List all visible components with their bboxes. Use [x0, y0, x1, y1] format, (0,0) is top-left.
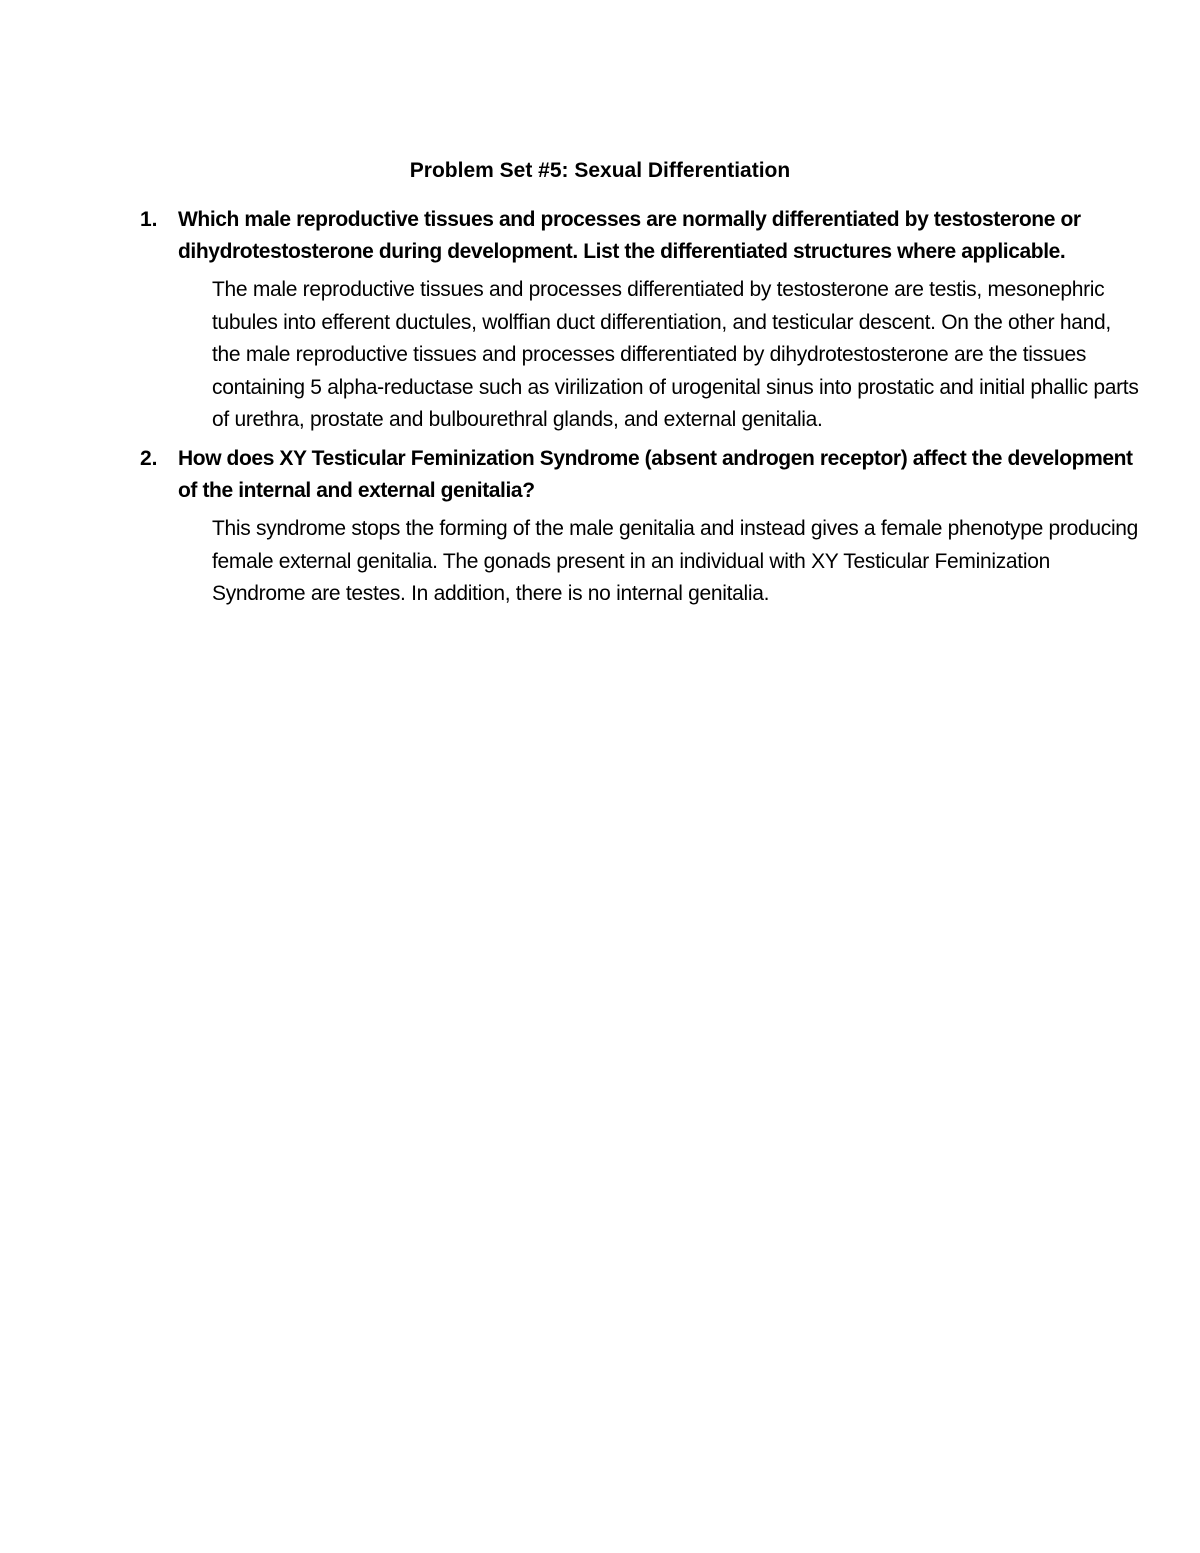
answer-text: This syndrome stops the forming of the male genitalia and instead gives a female phenotype producing female external genitalia. The gonads present in an individual with XY Testicular Feminization Syndrome are testes. In addition, there is no internal genitalia. — [212, 516, 1139, 606]
question-item-2 — [140, 443, 1140, 611]
question-item-1 — [140, 204, 1140, 437]
document-title: Problem Set #5: Sexual Differentiation — [409, 159, 791, 182]
answer-text: The male reproductive tissues and processes differentiated by testosterone are testis, mesonephric tubules into efferent ductules, wolffian duct differentiation, and testicular descent. On the other hand, the male reproductive tissues and processes differentiated by dihydrotestosterone are the tissues containing 5 alpha-reductase such as virilization of urogenital sinus into prostatic and initial phallic parts of urethra, prostate and bulbourethral glands, and external genitalia. — [212, 278, 1139, 432]
question-text: Which male reproductive tissues and processes are normally differentiated by testosterone or dihydrotestosterone during development. List the differentiated structures where applicable. — [178, 208, 1081, 263]
question-text: How does XY Testicular Feminization Syndrome (absent androgen receptor) affect the development of the internal and external genitalia? — [178, 446, 1133, 502]
question-list — [140, 204, 1140, 617]
question-number: 1. — [140, 208, 158, 231]
question-number: 2. — [140, 446, 158, 470]
